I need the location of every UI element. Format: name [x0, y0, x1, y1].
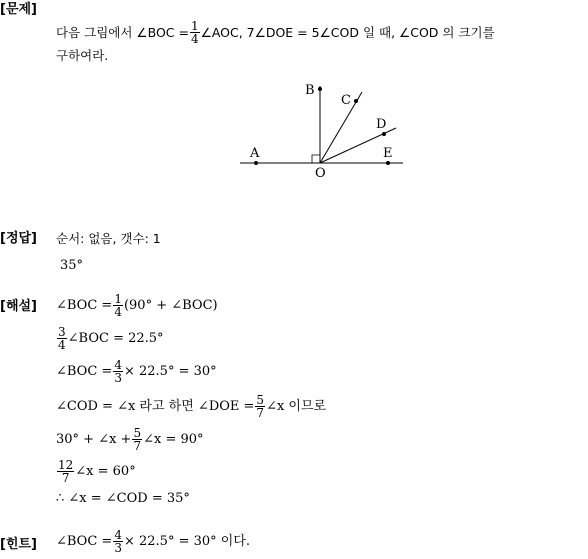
fraction-denominator: 4	[114, 305, 122, 319]
problem-line-2: 구하여라.	[56, 48, 109, 63]
fraction-denominator: 7	[61, 471, 70, 485]
label-D: D	[376, 117, 387, 132]
solution-line-2	[56, 326, 164, 351]
solution-text: ∠BOC =	[56, 363, 113, 379]
solution-line-4	[56, 394, 326, 419]
point-D	[382, 132, 386, 136]
point-A	[254, 161, 258, 165]
problem-text-part2: ∠AOC, 7∠DOE = 5∠COD 일 때, ∠COD 의 크기를	[200, 24, 495, 40]
label-E: E	[383, 146, 393, 161]
label-C: C	[341, 93, 351, 108]
solution-line-7: ∴ ∠x = ∠COD = 35°	[56, 491, 190, 506]
solution-fraction	[113, 359, 123, 384]
right-angle-mark	[312, 155, 320, 163]
fraction-numerator: 1	[114, 292, 122, 306]
solution-line-1	[56, 293, 218, 318]
solution-tag: [해설]	[0, 299, 37, 314]
hint-tag: [힌트]	[0, 537, 37, 552]
label-B: B	[305, 83, 315, 98]
solution-fraction	[57, 459, 74, 484]
fraction-denominator: 4	[190, 32, 199, 46]
hint-text: ∠BOC =	[56, 533, 113, 549]
fraction-denominator: 4	[58, 338, 66, 352]
fraction-numerator: 3	[58, 325, 66, 339]
fraction-numerator: 1	[190, 19, 199, 33]
solution-text: ∠x 이므로	[266, 398, 327, 414]
problem-tag: [문제]	[0, 2, 37, 17]
fraction-denominator: 3	[114, 371, 122, 385]
hint-fraction	[113, 529, 123, 554]
solution-text: × 22.5° = 30°	[123, 363, 217, 379]
label-O: O	[315, 166, 326, 181]
solution-fraction	[113, 293, 123, 318]
solution-line-6	[56, 459, 136, 484]
fraction-denominator: 3	[114, 541, 122, 555]
answer-meta: 순서: 없음, 갯수: 1	[56, 231, 161, 246]
point-C	[354, 99, 358, 103]
solution-text: ∠COD = ∠x 라고 하면 ∠DOE =	[56, 398, 255, 414]
fraction-numerator: 12	[58, 458, 74, 472]
solution-text: ∠x = 60°	[75, 463, 136, 479]
answer-tag: [정답]	[0, 231, 37, 246]
problem-text-part1: 다음 그림에서 ∠BOC =	[56, 24, 189, 40]
solution-text: (90° + ∠BOC)	[123, 297, 218, 313]
fraction-numerator: 4	[114, 358, 122, 372]
fraction-denominator: 7	[256, 406, 265, 420]
solution-line-5	[56, 427, 204, 452]
label-A: A	[250, 146, 260, 161]
hint-text: × 22.5° = 30° 이다.	[123, 533, 251, 549]
fraction-numerator: 5	[256, 393, 265, 407]
solution-text: ∠BOC = 22.5°	[67, 330, 164, 346]
point-B	[318, 87, 322, 91]
answer-value: 35°	[60, 258, 84, 273]
fraction-numerator: 5	[133, 426, 142, 440]
point-E	[386, 161, 390, 165]
solution-text: ∠x = 90°	[143, 431, 204, 447]
solution-text: ∠BOC =	[56, 297, 113, 313]
fraction-numerator: 4	[114, 528, 122, 542]
solution-line-3	[56, 359, 217, 384]
solution-fraction	[57, 326, 67, 351]
hint-line	[56, 529, 250, 554]
solution-fraction	[132, 427, 142, 452]
fraction-denominator: 7	[133, 439, 142, 453]
solution-fraction	[255, 394, 265, 419]
solution-text: 30° + ∠x +	[56, 431, 132, 447]
